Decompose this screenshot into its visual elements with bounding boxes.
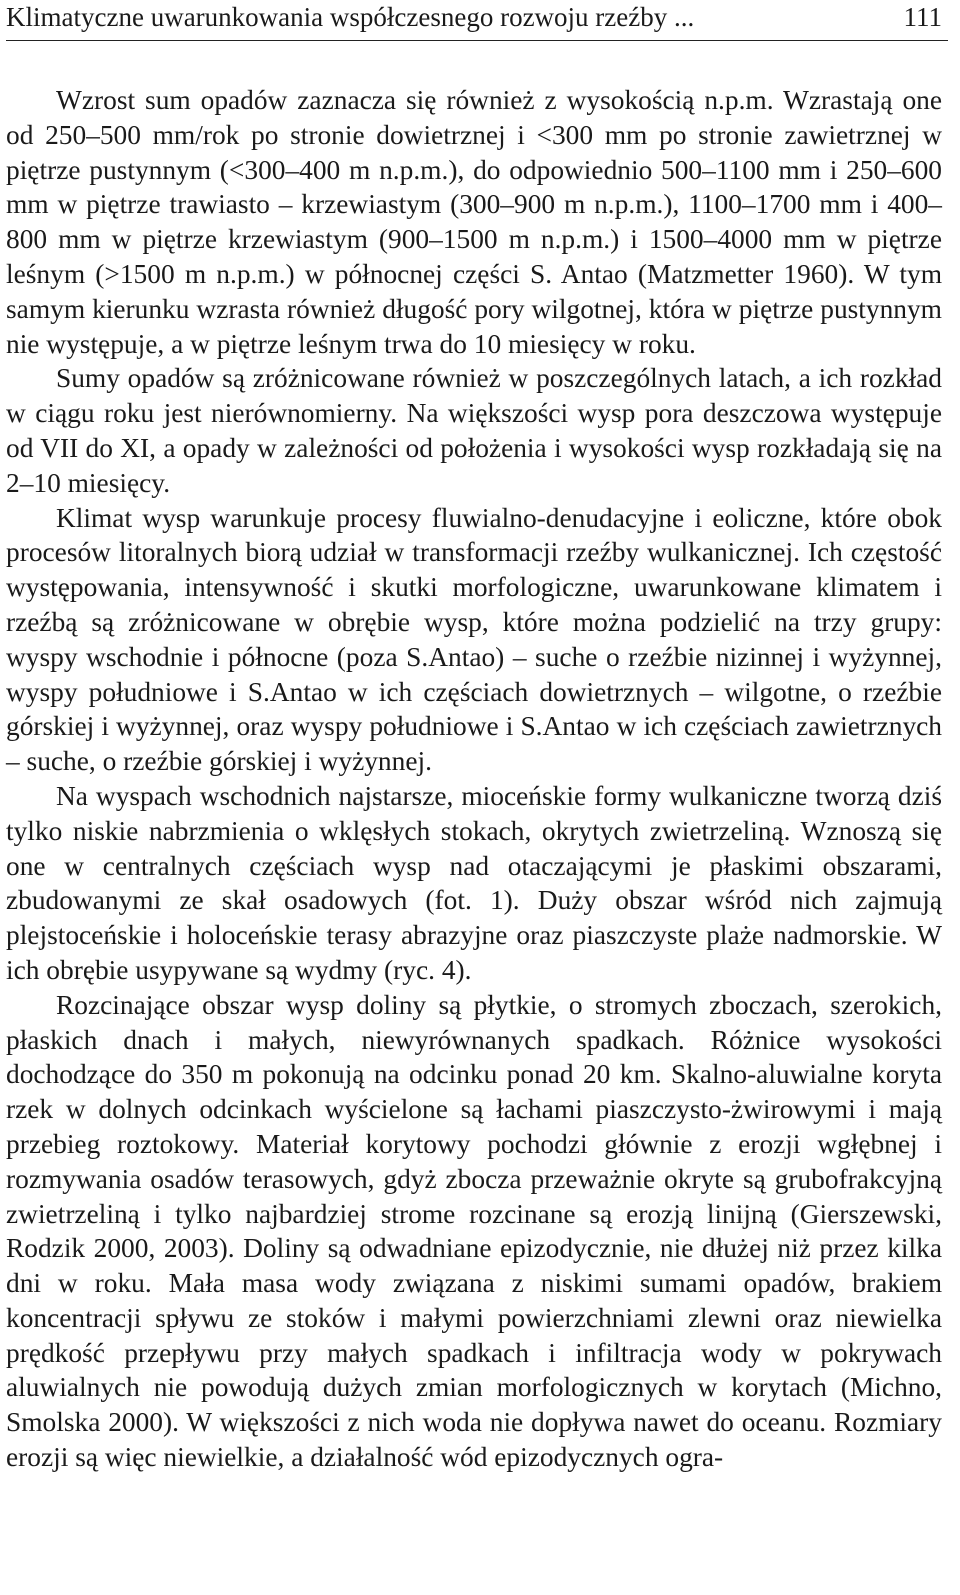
paragraph: Sumy opadów są zróżnicowane również w poszczególnych latach, a ich rozkład w ciągu roku jest nierównomierny. Na większości wysp pora deszczowa występuje od VII do XI, a opady w zależności od położenia i wysokości wysp rozkładają się na 2–10 miesięcy. <box>6 363 942 498</box>
page-number: 111 <box>903 2 942 32</box>
running-header <box>6 0 942 40</box>
paragraph: Na wyspach wschodnich najstarsze, mioceńskie formy wulkaniczne tworzą dziś tylko niskie nabrzmienia o wklęsłych stokach, okrytych zwietrzeliną. Wznoszą się one w centralnych częściach wysp nad otaczającymi je płaskimi obszarami, zbudowanymi ze skał osadowych (fot. 1). Duży obszar wśród nich zajmują plejstoceńskie i holoceńskie terasy abrazyjne oraz piaszczyste plaże nadmorskie. W ich obrębie usypywane są wydmy (ryc. 4). <box>6 780 942 985</box>
paragraph: Klimat wysp warunkuje procesy fluwialno-denudacyjne i eoliczne, które obok procesów litoralnych biorą udział w transformacji rzeźby wulkanicznej. Ich częstość występowania, intensywność i skutki morfologiczne, uwarunkowane klimatem i rzeźbą są zróżnicowane w obrębie wysp, które można podzielić na trzy grupy: wyspy wschodnie i północne (poza S.Antao) – suche o rzeźbie nizinnej i wyżynnej, wyspy południowe i S.Antao w ich częściach dowietrznych – wilgotne, o rzeźbie górskiej i wyżynnej, oraz wyspy południowe i S.Antao w ich częściach zawietrznych – suche, o rzeźbie górskiej i wyżynnej. <box>6 502 942 777</box>
header-rule <box>6 40 948 41</box>
paragraph: Wzrost sum opadów zaznacza się również z wysokością n.p.m. Wzrastają one od 250–500 mm/rok po stronie dowietrznej i <300 mm po stronie zawietrznej w piętrze pustynnym (<300–400 m n.p.m.), do odpowiednio 500–1100 mm i 250–600 mm w piętrze trawiasto – krzewiastym (300–900 m n.p.m.), 1100–1700 mm i 400–800 mm w piętrze krzewiastym (900–1500 m n.p.m.) i 1500–4000 mm w piętrze leśnym (>1500 m n.p.m.) w północnej części S. Antao (Matzmetter 1960). W tym samym kierunku wzrasta również długość pory wilgotnej, która w piętrze pustynnym nie występuje, a w piętrze leśnym trwa do 10 miesięcy w roku. <box>6 85 942 359</box>
body-text <box>6 83 942 1475</box>
running-title: Klimatyczne uwarunkowania współczesnego rozwoju rzeźby ... <box>6 2 695 32</box>
paragraph: Rozcinające obszar wysp doliny są płytkie, o stromych zboczach, szerokich, płaskich dnach i małych, niewyrównanych spadkach. Różnice wysokości dochodzące do 350 m pokonują na odcinku ponad 20 km. Skalno-aluwialne koryta rzek w dolnych odcinkach wyścielone są łachami piaszczysto-żwirowymi i mają przebieg roztokowy. Materiał korytowy pochodzi głównie z erozji wgłębnej i rozmywania osadów terasowych, gdyż zbocza przeważnie okryte są grubofrakcyjną zwietrzeliną i tylko najbardziej strome rozcinane są erozją linijną (Gierszewski, Rodzik 2000, 2003). Doliny są odwadniane epizodycznie, nie dłużej niż przez kilka dni w roku. Mała masa wody związana z niskimi sumami opadów, brakiem koncentracji spływu ze stoków i małymi powierzchniami zlewni oraz niewielka prędkość przepływu przy małych spadkach i infiltracja wody w pokrywach aluwialnych nie powodują dużych zmian morfologicznych w korytach (Michno, Smolska 2000). W większości z nich woda nie dopływa nawet do oceanu. Rozmiary erozji są więc niewielkie, a działalność wód epizodycznych ogra- <box>6 989 942 1473</box>
